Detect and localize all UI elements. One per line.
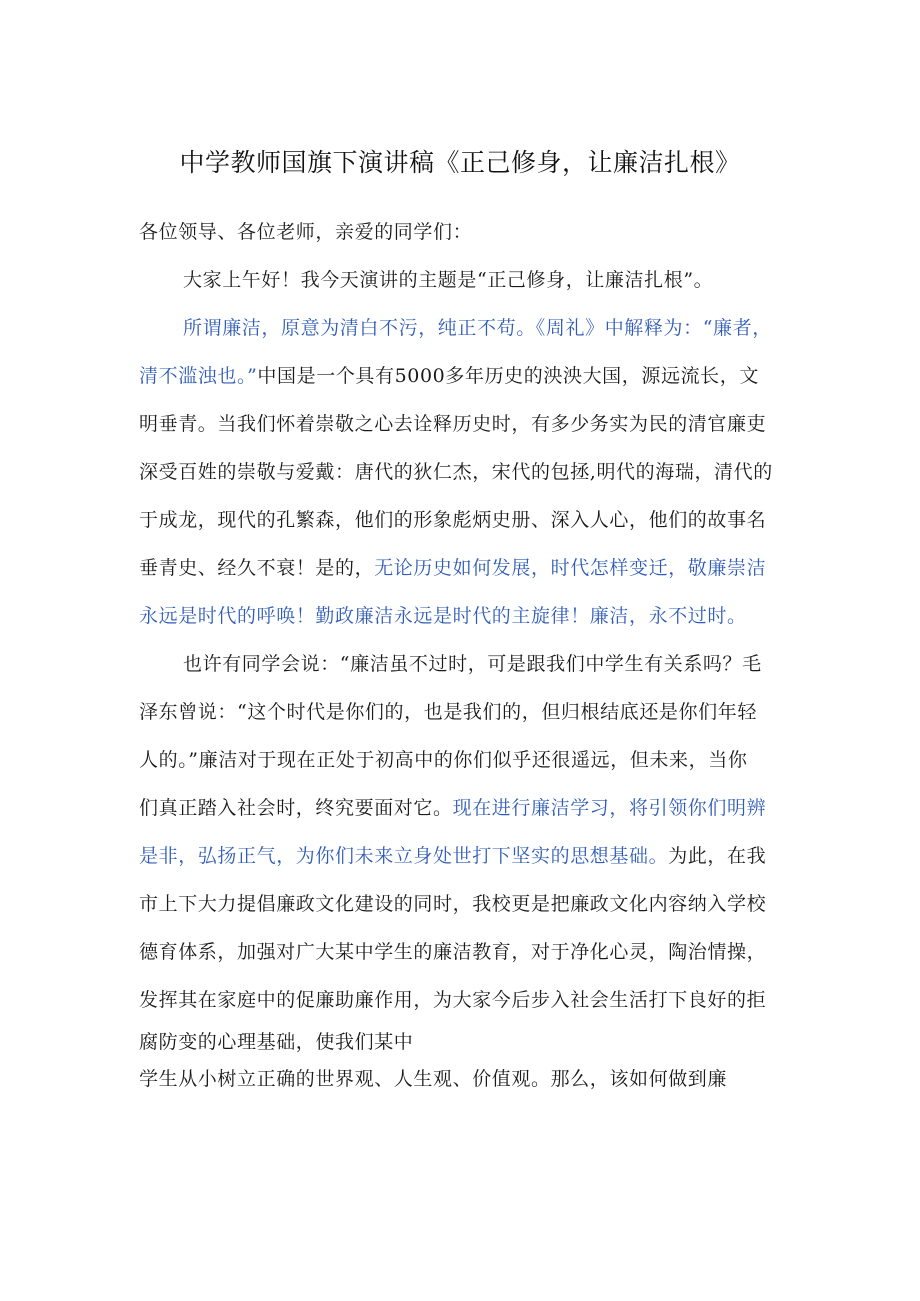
paragraph-3-line-2: 泽东曾说：“这个时代是你们的，也是我们的，但归根结底还是你们年轻	[139, 701, 757, 723]
paragraph-3-line-5	[139, 832, 783, 880]
paragraph-3-line-8: 发挥其在家庭中的促廉助廉作用，为大家今后步入社会生活打下良好的拒	[139, 989, 767, 1011]
paragraph-2-line-7	[139, 592, 783, 640]
body-text: 中国是一个具有5000多年历史的泱泱大国，源远流长，文	[257, 365, 759, 387]
paragraph-3-line-1: 也许有同学会说：“廉洁虽不过时，可是跟我们中学生有关系吗？毛	[183, 653, 762, 675]
paragraph-2-line-2	[139, 352, 783, 400]
paragraph-3-line-3: 人的。”廉洁对于现在正处于初高中的你们似乎还很遥远，但未来，当你	[139, 749, 748, 771]
paragraph-3-line-9: 腐防变的心理基础，使我们某中	[139, 1031, 414, 1053]
highlight-text: 无论历史如何发展，时代怎样变迁，敬廉崇洁	[374, 557, 767, 579]
highlight-text: 现在进行廉洁学习，将引领你们明辨	[452, 797, 767, 819]
speech-body	[139, 208, 783, 1098]
paragraph-2-line-4: 深受百姓的崇敬与爱戴：唐代的狄仁杰，宋代的包拯,明代的海瑞，清代的	[139, 461, 773, 483]
page-title: 中学教师国旗下演讲稿《正己修身，让廉洁扎根》	[179, 148, 741, 177]
paragraph-2-line-1	[139, 304, 783, 352]
body-text: 垂青史、经久不衰！是的，	[139, 557, 375, 579]
paragraph-2-line-5: 于成龙，现代的孔繁森，他们的形象彪炳史册、深入人心，他们的故事名	[139, 509, 767, 531]
paragraph-2-line-3: 明垂青。当我们怀着崇敬之心去诠释历史时，有多少务实为民的清官廉吏	[139, 413, 767, 435]
body-text: 为此，在我	[668, 845, 767, 867]
paragraph-3-line-4	[139, 784, 783, 832]
highlight-text: 是非，弘扬正气，为你们未来立身处世打下坚实的思想基础。	[139, 845, 669, 867]
paragraph-3-line-7: 德育体系，加强对广大某中学生的廉洁教育，对于净化心灵，陶治情操，	[139, 941, 767, 963]
paragraph-1: 大家上午好！我今天演讲的主题是“正己修身，让廉洁扎根”。	[183, 269, 714, 291]
highlight-text: 清不滥浊也。”	[139, 365, 258, 387]
paragraph-3-line-6: 市上下大力提倡廉政文化建设的同时，我校更是把廉政文化内容纳入学校	[139, 893, 767, 915]
paragraph-2-line-6	[139, 544, 783, 592]
body-text: 们真正踏入社会时，终究要面对它。	[139, 797, 453, 819]
highlight-text: 所谓廉洁，原意为清白不污，纯正不苟。《周礼》中解释为：“廉者，	[183, 317, 772, 339]
greeting: 各位领导、各位老师，亲爱的同学们：	[139, 221, 473, 243]
paragraph-3-line-10: 学生从小树立正确的世界观、人生观、价值观。那么，该如何做到廉	[139, 1068, 728, 1090]
highlight-text: 永远是时代的呼唤！勤政廉洁永远是时代的主旋律！廉洁，永不过时。	[139, 605, 747, 627]
